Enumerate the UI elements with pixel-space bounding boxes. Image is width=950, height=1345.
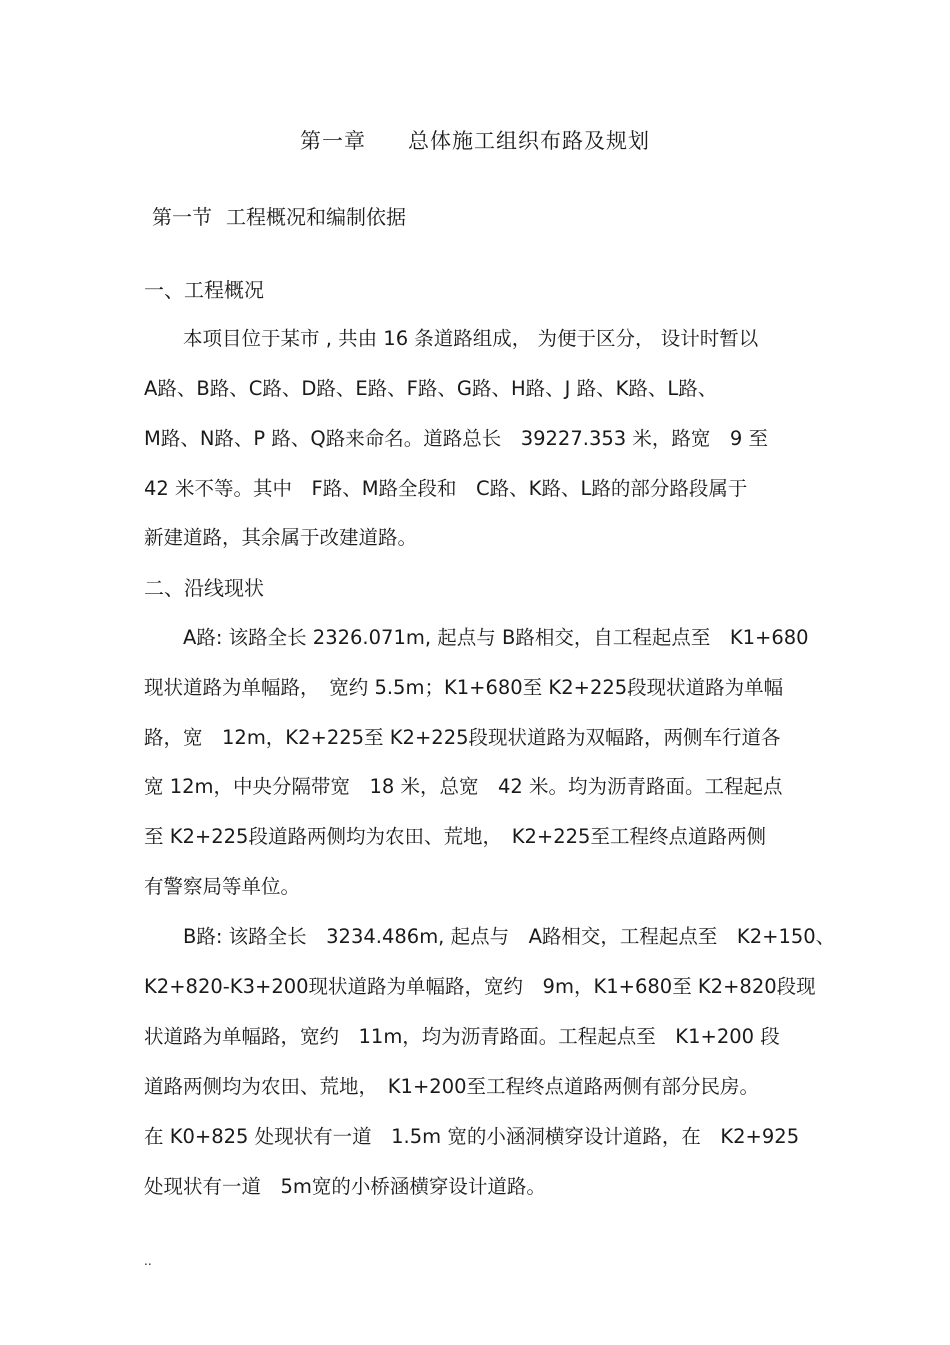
body-line: A路: 该路全长 2326.071m, 起点与 B路相交，自工程起点至 K1+680 — [144, 626, 809, 649]
section-title — [152, 201, 406, 233]
body-line: 状道路为单幅路，宽约 11m，均为沥青路面。工程起点至 K1+200 段 — [144, 1025, 780, 1048]
page-footer-mark: .. — [144, 1254, 152, 1268]
chapter-title — [0, 124, 950, 158]
body-line: 42 米不等。其中 F路、M路全段和 C路、K路、L路的部分路段属于 — [144, 477, 748, 500]
body-line: 道路两侧均为农田、荒地， K1+200至工程终点道路两侧有部分民房。 — [144, 1075, 760, 1098]
body-line: A路、B路、C路、D路、E路、F路、G路、H路、J 路、K路、L路、 — [144, 377, 718, 400]
body-line: 在 K0+825 处现状有一道 1.5m 宽的小涵洞横穿设计道路，在 K2+925 — [144, 1125, 800, 1148]
body-line: 宽 12m，中央分隔带宽 18 米，总宽 42 米。均为沥青路面。工程起点 — [144, 775, 783, 798]
body-line: 新建道路，其余属于改建道路。 — [144, 526, 418, 549]
heading-overview: 一、工程概况 — [144, 278, 264, 302]
section-number: 第一节 — [152, 205, 212, 229]
body-line: 有警察局等单位。 — [144, 875, 301, 898]
body-line: M路、N路、P 路、Q路来命名。道路总长 39227.353 米，路宽 9 至 — [144, 427, 768, 450]
chapter-number: 第一章 — [300, 129, 366, 153]
body-line: 现状道路为单幅路， 宽约 5.5m；K1+680至 K2+225段现状道路为单幅 — [144, 676, 784, 699]
body-line: 处现状有一道 5m宽的小桥涵横穿设计道路。 — [144, 1175, 546, 1198]
body-line: 本项目位于某市 , 共由 16 条道路组成， 为便于区分， 设计时暂以 — [144, 327, 759, 350]
body-line: K2+820-K3+200现状道路为单幅路，宽约 9m，K1+680至 K2+820段现 — [144, 975, 816, 998]
body-line: B路: 该路全长 3234.486m, 起点与 A路相交，工程起点至 K2+150、 — [144, 925, 836, 948]
section-title-text: 工程概况和编制依据 — [226, 205, 406, 229]
body-line: 路，宽 12m，K2+225至 K2+225段现状道路为双幅路，两侧车行道各 — [144, 726, 781, 749]
heading-status: 二、沿线现状 — [144, 576, 264, 600]
chapter-title-text: 总体施工组织布路及规划 — [408, 129, 650, 153]
body-line: 至 K2+225段道路两侧均为农田、荒地， K2+225至工程终点道路两侧 — [144, 825, 766, 848]
